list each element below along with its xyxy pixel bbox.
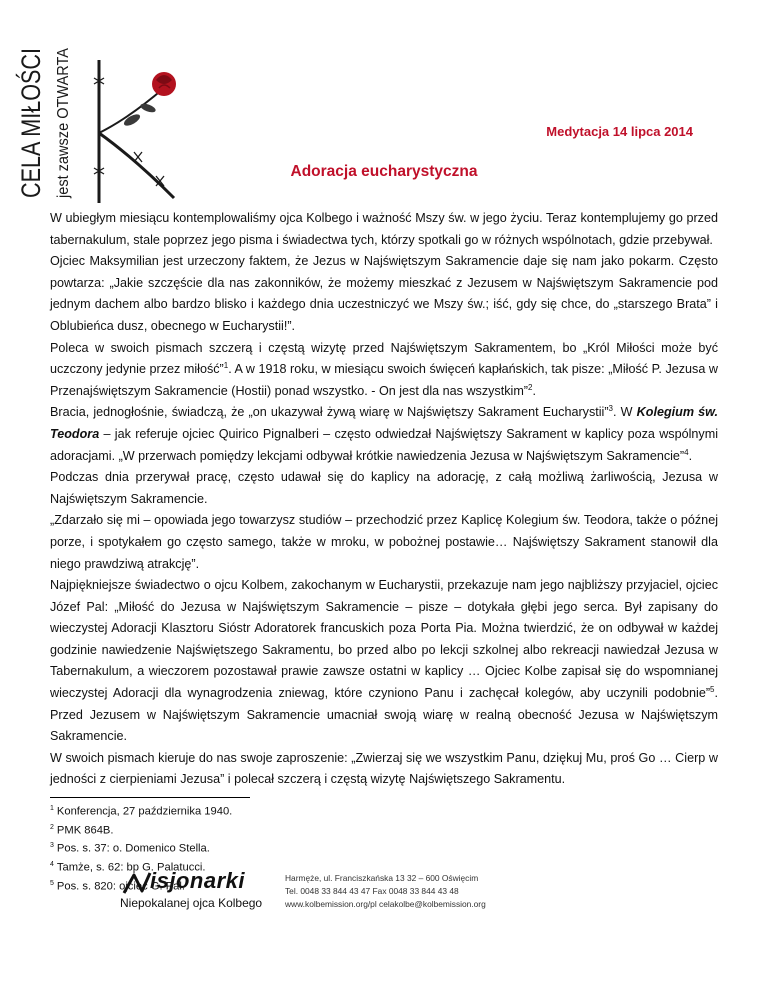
footnote-number: 4 xyxy=(50,861,54,869)
body-paragraph xyxy=(50,575,718,748)
footnote-text: Pos. s. 820: ojciec G. Pal. xyxy=(56,880,185,893)
footer-contact xyxy=(285,872,486,911)
footnote-divider xyxy=(50,797,250,798)
body-paragraph xyxy=(50,510,718,575)
footnote-text: Tamże, s. 62: bp G. Palatucci. xyxy=(56,861,206,874)
page-title: Adoracja eucharystyczna xyxy=(290,163,478,180)
paragraph-text: . Przed Jezusem w Najświętszym Sakramencie umacniał swoją wiarę w realną obecność Jezusa w Najświętszym Sakramencie. xyxy=(50,686,718,744)
footer-web: www.kolbemission.org/pl celakolbe@kolbemission.org xyxy=(285,899,486,909)
paragraph-text: . W xyxy=(613,405,637,420)
body-paragraph xyxy=(50,251,718,337)
rose-k-logo-icon xyxy=(16,10,194,208)
body-paragraph xyxy=(50,467,718,510)
footer-address: Harmęże, ul. Franciszkańska 13 32 – 600 Oświęcim xyxy=(285,873,479,883)
paragraph-text: Poleca w swoich pismach szczerą i częstą wizytę przed Najświętszym Sakramentem, bo „Król Miłości może być uczczony jedynie przez miłość” xyxy=(50,340,718,377)
footnote-number: 3 xyxy=(50,842,54,850)
paragraph-text: „Zdarzało się mi – opowiada jego towarzysz studiów – przechodzić przez Kaplicę Kolegium św. Teodora, także o późnej porze, i spotykałem go często samego, także w mroku, w pobożnej postawie… Najświętszy Sakrament stanowił dla niego prawdziwą atrakcję”. xyxy=(50,513,718,571)
footnote-ref: 3 xyxy=(608,404,613,414)
body-paragraph xyxy=(50,208,718,251)
footnote-item xyxy=(50,820,232,839)
paragraph-text: W swoich pismach kieruje do nas swoje zaproszenie: „Zwierzaj się we wszystkim Panu, dziękuj Mu, proś Go … Cierp w jedności z cierpieniami Jezusa” i polecał szczerą i częstą wizytę Najświętszego Sakramentu. xyxy=(50,750,718,787)
paragraph-text: Ojciec Maksymilian jest urzeczony faktem, że Jezus w Najświętszym Sakramencie daje się nam jako pokarm. Często powtarza: „Jakie szczęście dla nas zakonników, że możemy mieszkać z Jezusem w Najświętszym Sakramencie pod jednym dachem albo bardzo blisko i każdego dnia uczestniczyć we Mszy św.; iść, gdy się chce, do „starszego Brata” i Oblubieńca dusz, obecnego w Eucharystii!”. xyxy=(50,254,718,333)
paragraph-text: Bracia, jednogłośnie, świadczą, że „on ukazywał żywą wiarę w Najświętszy Sakrament Eucharystii” xyxy=(50,405,609,420)
footnote-text: Pos. s. 37: o. Domenico Stella. xyxy=(56,843,210,856)
logo-line1: CELA MIŁOŚCI xyxy=(16,10,46,198)
footer-brand-sub: Niepokalanej ojca Kolbego xyxy=(120,896,263,910)
meditation-date: Medytacja 14 lipca 2014 xyxy=(546,124,693,139)
footnote-number: 1 xyxy=(50,805,54,812)
paragraph-text: Podczas dnia przerywał pracę, często udawał się do kaplicy na adorację, z całą możliwą żarliwością, Jezusa w Najświętszym Sakramencie. xyxy=(50,470,718,506)
footnote-number: 2 xyxy=(50,823,54,831)
footnote-ref: 1 xyxy=(223,360,229,370)
footer-brand-main: isjonarki xyxy=(150,868,245,893)
paragraph-text: . xyxy=(532,383,536,398)
footnote-item xyxy=(50,801,232,820)
paragraph-text: . xyxy=(688,448,693,463)
footnote-ref: 2 xyxy=(528,382,533,392)
body-paragraph xyxy=(50,402,718,467)
body-paragraph xyxy=(50,338,718,403)
footnote-ref: 5 xyxy=(710,684,715,694)
footnote-text: Konferencja, 27 października 1940. xyxy=(56,805,233,818)
paragraph-text: W ubiegłym miesiącu kontemplowaliśmy ojca Kolbego i ważność Mszy św. w jego życiu. Teraz kontemplujemy go przed tabernakulum, stale poprzez jego pisma i świadectwa tych, którzy spotkali go w różnych wspólnotach, gdzie przebywał. xyxy=(50,211,718,247)
paragraph-text: – jak referuje ojciec Quirico Pignalberi – często odwiedzał Najświętszy Sakrament w kaplicy poza wspólnymi adoracjami. „W przerwach pomiędzy lekcjami odbywał krótkie nawiedzenia Jezusa w Najświętszym Sakramencie” xyxy=(50,426,718,463)
document-body xyxy=(50,208,718,791)
footnote-item xyxy=(50,838,232,857)
footer-phone: Tel. 0048 33 844 43 47 Fax 0048 33 844 43 48 xyxy=(285,886,459,896)
footnote-ref: 4 xyxy=(684,447,689,457)
paragraph-text: Najpiękniejsze świadectwo o ojcu Kolbem, zakochanym w Eucharystii, przekazuje nam jego najbliższy przyjaciel, ojciec Józef Pal: „Miłość do Jezusa w Najświętszym Sakramencie – pisze – dotykała głębi jego serca. Był zapisany do wieczystej Adoracji Klasztoru Sióstr Adoratorek francuskich poza Porta Pia. Można twierdzić, że on odbywał w każdej godzinie nawiedzenie Najświętszego Sakramentu, bo przed albo po lekcji szkolnej albo rekreacji nawiedzał Jezusa w Tabernakulum, a wieczorem pozostawał prawie zawsze ostatni w kaplicy … Ojciec Kolbe zapisał się do wspomnianej wieczystej Adoracji dla wynagrodzenia zniewag, które czyniono Panu i zachęcał kolegów, aby uczynili podobnie” xyxy=(50,578,718,701)
footnote-number: 5 xyxy=(50,879,54,887)
paragraph-text: . A w 1918 roku, w miesiącu swoich święceń kapłańskich, tak pisze: „Miłość P. Jezusa w Przenajświętszym Sakramencie (Hostii) ponad wszystko. - On jest dla nas wszystkim” xyxy=(50,362,718,398)
body-paragraph xyxy=(50,748,718,791)
logo-line2: jest zawsze OTWARTA xyxy=(55,32,72,198)
footnote-text: PMK 864B. xyxy=(56,824,114,837)
emphasis-text: Kolegium św. Teodora xyxy=(50,405,718,441)
